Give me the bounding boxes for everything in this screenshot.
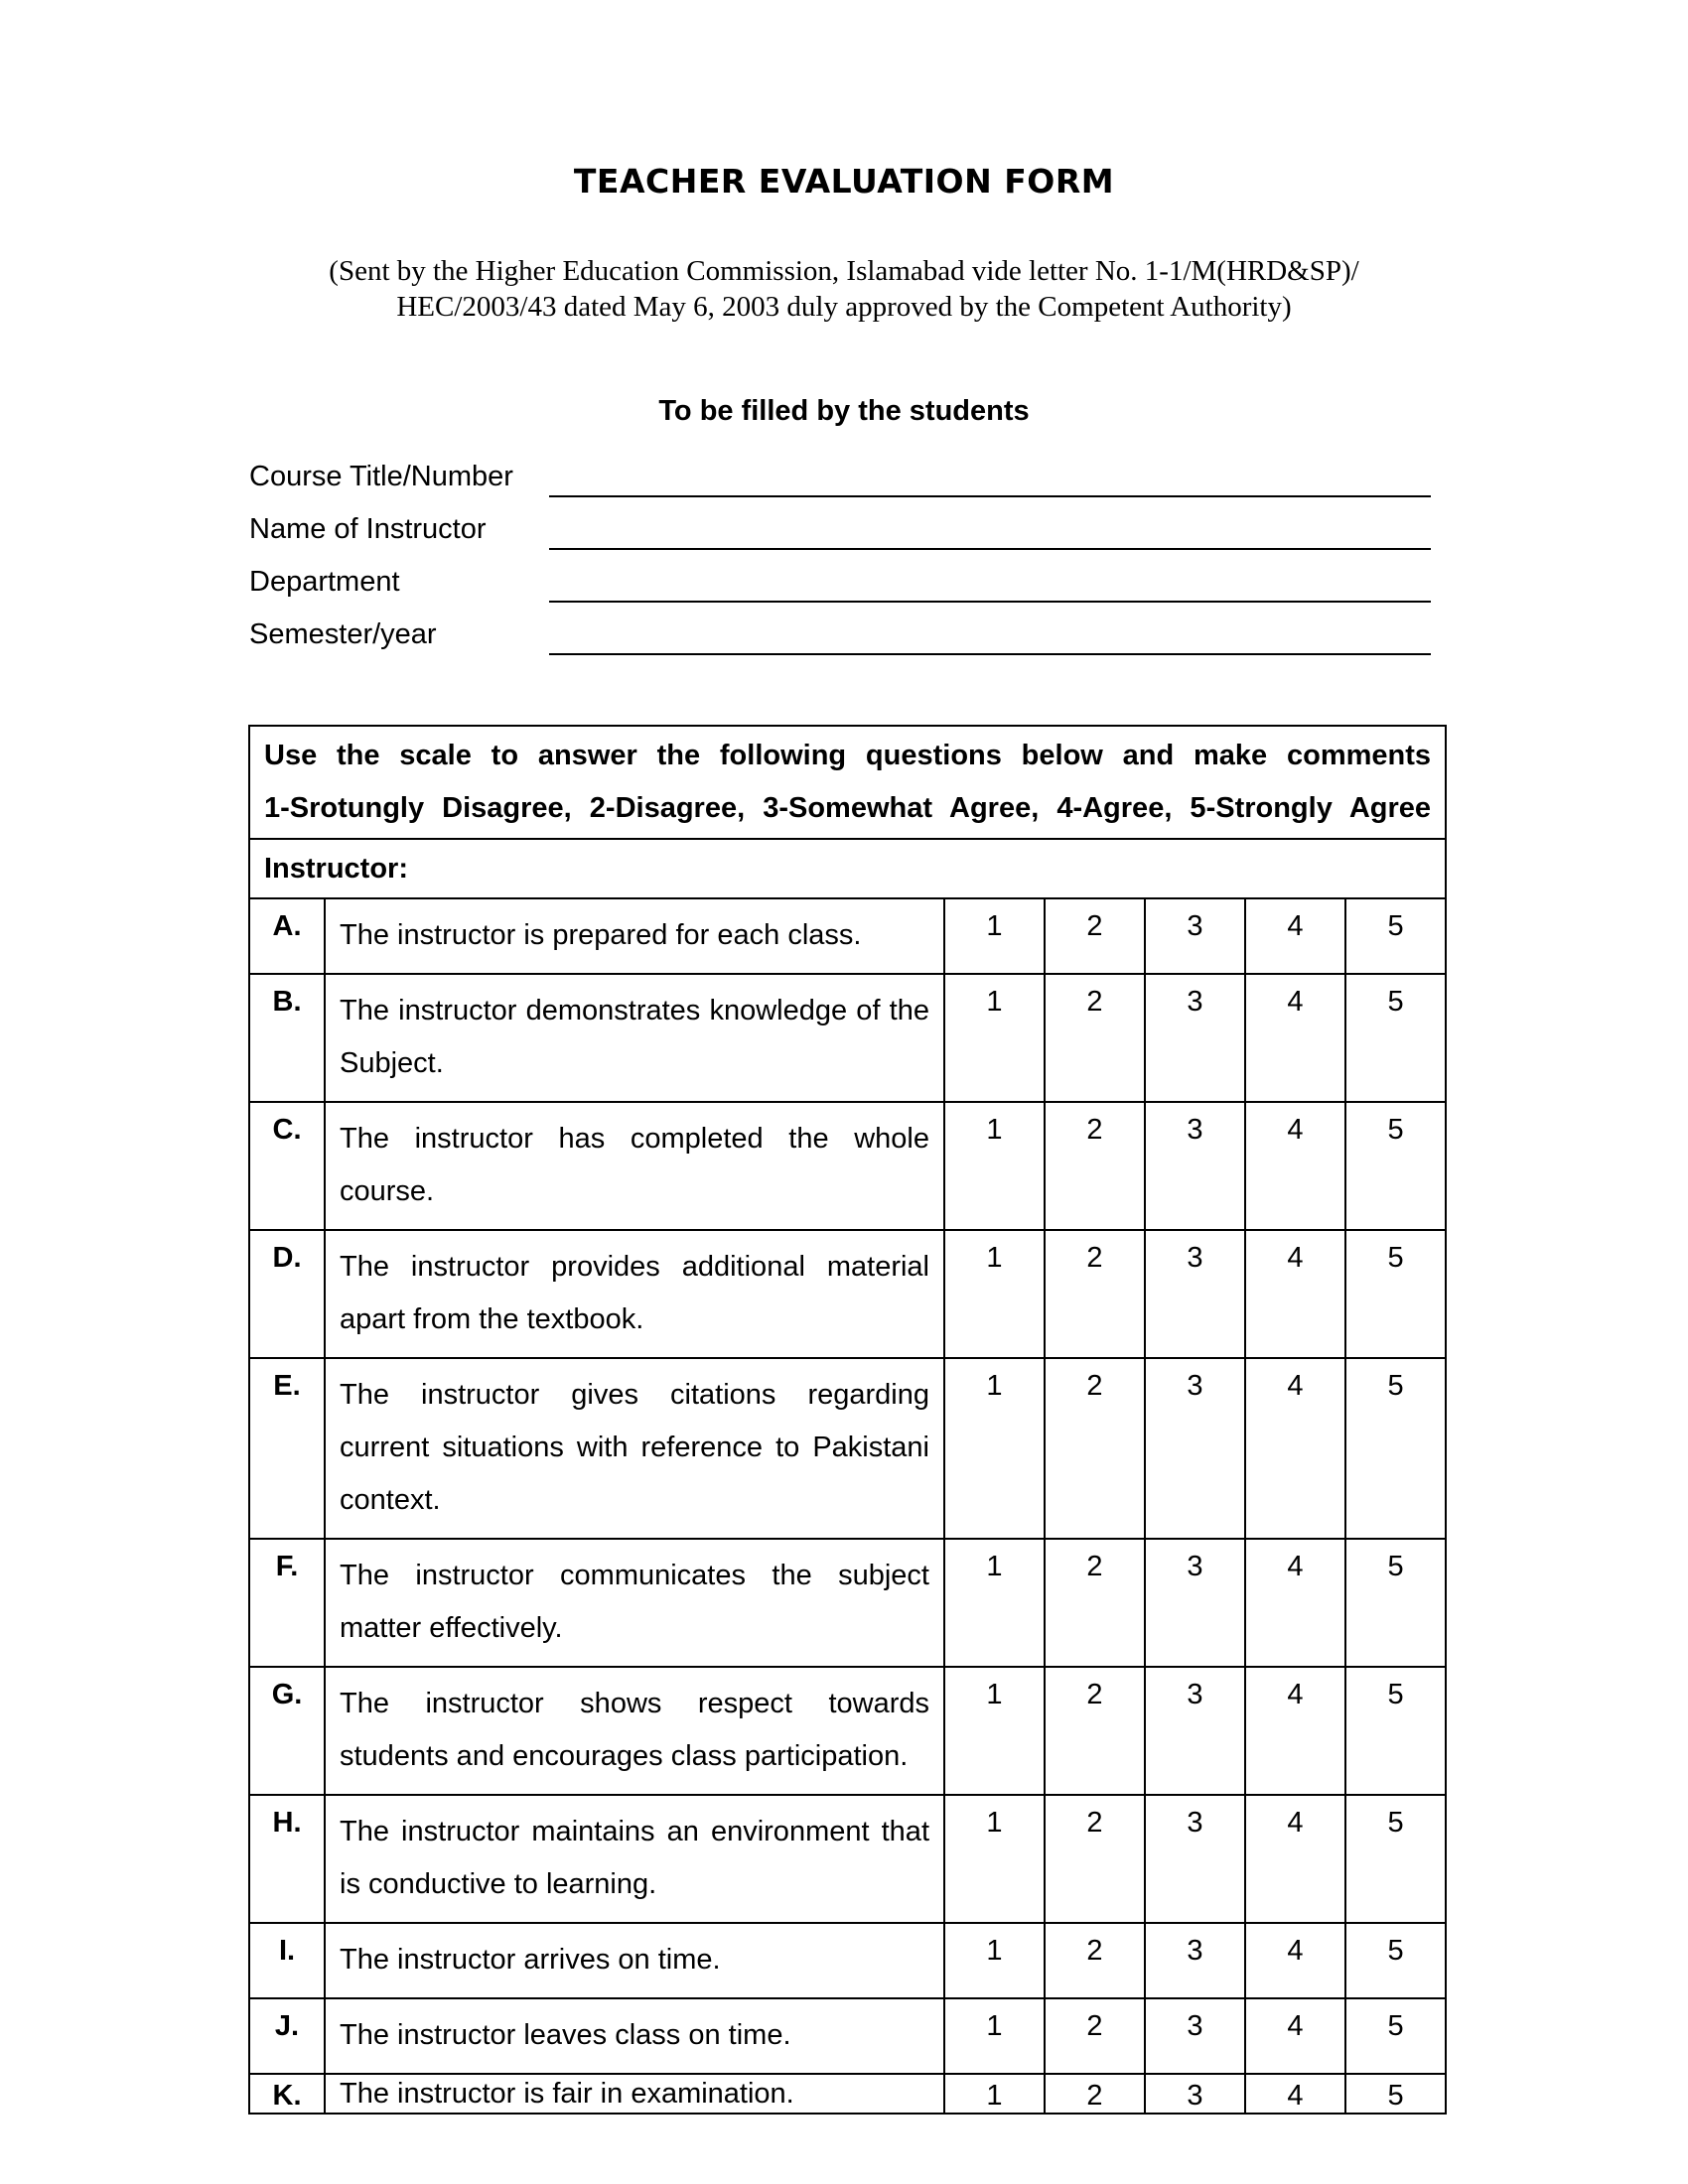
rating-option-4[interactable]: 4 — [1245, 1230, 1345, 1358]
section-row — [249, 839, 1446, 898]
question-text: The instructor communicates the subject matter effectively. — [325, 1539, 944, 1667]
rating-option-2[interactable]: 2 — [1045, 1795, 1145, 1923]
rating-option-3[interactable]: 3 — [1145, 1358, 1245, 1539]
rating-option-3[interactable]: 3 — [1145, 2074, 1245, 2114]
question-row — [249, 974, 1446, 1102]
rating-option-1[interactable]: 1 — [944, 1998, 1045, 2074]
question-text: The instructor arrives on time. — [325, 1923, 944, 1998]
question-row — [249, 1102, 1446, 1230]
rating-option-1[interactable]: 1 — [944, 1358, 1045, 1539]
rating-option-2[interactable]: 2 — [1045, 1539, 1145, 1667]
rating-option-2[interactable]: 2 — [1045, 1923, 1145, 1998]
rating-option-1[interactable]: 1 — [944, 1102, 1045, 1230]
question-text: The instructor has completed the whole course. — [325, 1102, 944, 1230]
rating-option-3[interactable]: 3 — [1145, 1102, 1245, 1230]
rating-option-2[interactable]: 2 — [1045, 2074, 1145, 2114]
rating-option-5[interactable]: 5 — [1345, 1539, 1446, 1667]
rating-option-5[interactable]: 5 — [1345, 1667, 1446, 1795]
rating-option-5[interactable]: 5 — [1345, 898, 1446, 974]
question-letter: K. — [249, 2074, 325, 2114]
rating-option-4[interactable]: 4 — [1245, 1923, 1345, 1998]
rating-option-1[interactable]: 1 — [944, 1230, 1045, 1358]
question-row — [249, 1539, 1446, 1667]
evaluation-table — [248, 725, 1447, 2115]
instructions-cell — [249, 726, 1446, 839]
question-text: The instructor demonstrates knowledge of the Subject. — [325, 974, 944, 1102]
field-label: Name of Instructor — [249, 513, 487, 545]
question-text: The instructor shows respect towards students and encourages class participation. — [325, 1667, 944, 1795]
rating-option-1[interactable]: 1 — [944, 898, 1045, 974]
question-letter: J. — [249, 1998, 325, 2074]
rating-option-5[interactable]: 5 — [1345, 2074, 1446, 2114]
rating-option-2[interactable]: 2 — [1045, 1667, 1145, 1795]
field-label: Semester/year — [249, 618, 437, 650]
subtitle-line-2: HEC/2003/43 dated May 6, 2003 duly approved by the Competent Authority) — [396, 291, 1292, 323]
instructions-text: Use the scale to answer the following questions below and make comments — [264, 740, 1432, 771]
instructor-name-field — [249, 510, 1431, 550]
question-row — [249, 1998, 1446, 2074]
form-title: TEACHER EVALUATION FORM — [573, 162, 1115, 201]
section-heading: Instructor: — [249, 839, 1446, 898]
rating-option-5[interactable]: 5 — [1345, 1358, 1446, 1539]
rating-option-1[interactable]: 1 — [944, 1539, 1045, 1667]
rating-option-5[interactable]: 5 — [1345, 1923, 1446, 1998]
rating-option-5[interactable]: 5 — [1345, 1230, 1446, 1358]
question-letter: I. — [249, 1923, 325, 1998]
question-text: The instructor is fair in examination. — [325, 2074, 944, 2114]
question-row — [249, 2074, 1446, 2114]
subtitle-line-1: (Sent by the Higher Education Commission, Islamabad vide letter No. 1-1/M(HRD&SP)/ — [329, 255, 1359, 287]
rating-option-1[interactable]: 1 — [944, 1667, 1045, 1795]
form-subtitle — [0, 253, 1688, 325]
rating-option-4[interactable]: 4 — [1245, 1358, 1345, 1539]
question-row — [249, 1230, 1446, 1358]
question-text: The instructor leaves class on time. — [325, 1998, 944, 2074]
rating-option-2[interactable]: 2 — [1045, 974, 1145, 1102]
rating-option-1[interactable]: 1 — [944, 2074, 1045, 2114]
question-letter: F. — [249, 1539, 325, 1667]
question-letter: B. — [249, 974, 325, 1102]
question-text: The instructor gives citations regarding current situations with reference to Pakistani context. — [325, 1358, 944, 1539]
rating-option-4[interactable]: 4 — [1245, 2074, 1345, 2114]
semester-year-field — [249, 615, 1431, 655]
rating-option-2[interactable]: 2 — [1045, 1358, 1145, 1539]
rating-option-1[interactable]: 1 — [944, 1795, 1045, 1923]
question-row — [249, 1667, 1446, 1795]
question-text: The instructor maintains an environment that is conductive to learning. — [325, 1795, 944, 1923]
instructor-name-input[interactable] — [549, 512, 1431, 550]
rating-option-3[interactable]: 3 — [1145, 974, 1245, 1102]
field-label: Department — [249, 566, 400, 598]
rating-option-4[interactable]: 4 — [1245, 1998, 1345, 2074]
rating-option-3[interactable]: 3 — [1145, 1667, 1245, 1795]
rating-option-4[interactable]: 4 — [1245, 974, 1345, 1102]
fill-instructions: To be filled by the students — [658, 395, 1030, 427]
rating-option-5[interactable]: 5 — [1345, 974, 1446, 1102]
question-letter: E. — [249, 1358, 325, 1539]
rating-option-2[interactable]: 2 — [1045, 898, 1145, 974]
rating-option-5[interactable]: 5 — [1345, 1795, 1446, 1923]
rating-option-3[interactable]: 3 — [1145, 898, 1245, 974]
rating-option-2[interactable]: 2 — [1045, 1998, 1145, 2074]
question-text: The instructor provides additional material apart from the textbook. — [325, 1230, 944, 1358]
question-row — [249, 1923, 1446, 1998]
course-title-input[interactable] — [549, 460, 1431, 497]
rating-option-4[interactable]: 4 — [1245, 1102, 1345, 1230]
rating-option-1[interactable]: 1 — [944, 1923, 1045, 1998]
rating-option-3[interactable]: 3 — [1145, 1230, 1245, 1358]
question-letter: A. — [249, 898, 325, 974]
rating-option-3[interactable]: 3 — [1145, 1923, 1245, 1998]
rating-option-4[interactable]: 4 — [1245, 1795, 1345, 1923]
instructions-row — [249, 726, 1446, 839]
rating-option-2[interactable]: 2 — [1045, 1230, 1145, 1358]
rating-option-3[interactable]: 3 — [1145, 1795, 1245, 1923]
field-label: Course Title/Number — [249, 461, 513, 492]
rating-option-4[interactable]: 4 — [1245, 898, 1345, 974]
department-input[interactable] — [549, 565, 1431, 603]
rating-option-5[interactable]: 5 — [1345, 1998, 1446, 2074]
scale-legend: 1-Srotungly Disagree, 2-Disagree, 3-Somewhat Agree, 4-Agree, 5-Strongly Agree — [264, 792, 1432, 824]
question-row — [249, 1795, 1446, 1923]
rating-option-1[interactable]: 1 — [944, 974, 1045, 1102]
rating-option-3[interactable]: 3 — [1145, 1998, 1245, 2074]
rating-option-2[interactable]: 2 — [1045, 1102, 1145, 1230]
rating-option-3[interactable]: 3 — [1145, 1539, 1245, 1667]
question-text: The instructor is prepared for each class. — [325, 898, 944, 974]
course-title-field — [249, 458, 1431, 497]
question-row — [249, 898, 1446, 974]
department-field — [249, 563, 1431, 603]
question-row — [249, 1358, 1446, 1539]
rating-option-4[interactable]: 4 — [1245, 1539, 1345, 1667]
rating-option-4[interactable]: 4 — [1245, 1667, 1345, 1795]
rating-option-5[interactable]: 5 — [1345, 1102, 1446, 1230]
question-letter: G. — [249, 1667, 325, 1795]
question-letter: D. — [249, 1230, 325, 1358]
semester-year-input[interactable] — [549, 617, 1431, 655]
question-letter: C. — [249, 1102, 325, 1230]
question-letter: H. — [249, 1795, 325, 1923]
